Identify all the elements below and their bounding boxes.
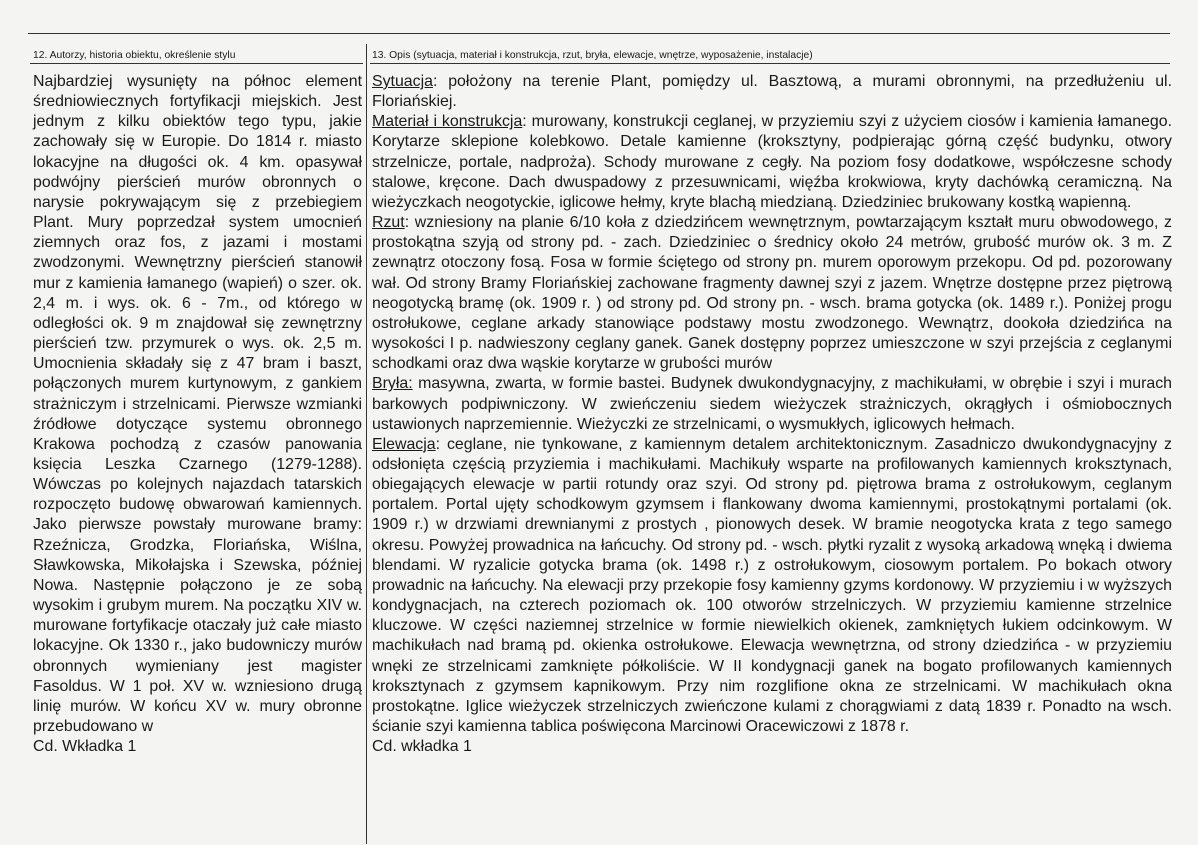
history-continuation: Cd. Wkładka 1 xyxy=(33,738,137,756)
section-material xyxy=(372,112,1172,213)
history-column xyxy=(33,72,362,757)
column-divider xyxy=(366,44,367,844)
section-situation xyxy=(372,72,1172,112)
section-plan xyxy=(372,213,1172,374)
section-label: Bryła: xyxy=(372,375,413,393)
header-rule-left xyxy=(30,63,363,64)
description-column xyxy=(372,72,1172,757)
section-text: : wzniesiony na planie 6/10 koła z dziedzińcem wewnętrznym, powtarzającym kształt muru obwodowego, z prostokątna szyją od strony pd. - zach. Dziedziniec o średnicy około 24 metrów, grubość murów ok. 3 m. Z zewnątrz otoczony fosą. Fosa w formie ściętego od strony pn. murem oporowym przekopu. Od pd. pozorowany wał. Od strony Bramy Floriańskiej zachowane fragmenty dawnej szyi z jazem. Wnętrze dostępne przez piętrową neogotycką bramę (ok. 1909 r. ) od strony pd. Od strony pn. - wsch. brama gotycka (ok. 1489 r.). Poniżej progu ostrołukowe, ceglane arkady stanowiące podstawy mostu zwodzonego. Wewnątrz, dookoła dziedzińca na wysokości I p. nadwieszony ceglany ganek. Ganek dostępny poprzez umieszczone w szyi przejścia z ceglanymi schodkami oraz dwa wąskie korytarze w grubości murów xyxy=(372,214,1172,373)
history-text: Najbardziej wysunięty na północ element średniowiecznych fortyfikacji miejskich. Jest jednym z kilku obiektów tego typu, jakie zachowały się w Europie. Do 1814 r. miasto lokacyjne na długości ok. 4 km. opasywał podwójny pierścień murów obronnych o narysie pokrywającym się z przebiegiem Plant. Mury poprzedzał system umocnień ziemnych oraz fos, z jazami i mostami zwodzonymi. Wewnętrzny pierścień stanowił mur z kamienia łamanego (wapień) o szer. ok. 2,4 m. i wys. ok. 6 - 7m., od którego w odległości ok. 9 m znajdował się zewnętrzny pierścień tzw. przymurek o wys. ok. 2,5 m. Umocnienia składały się z 47 bram i baszt, połączonych murem kurtynowym, z gankiem strażniczym i strzelnicami. Pierwsze wzmianki źródłowe dotyczące systemu obronnego Krakowa pochodzą z czasów panowania księcia Leszka Czarnego (1279-1288). Wówczas po kolejnych najazdach tatarskich rozpoczęto budowę obwarowań kamiennych. Jako pierwsze powstały murowane bramy: Rzeźnicza, Grodzka, Floriańska, Wiślna, Sławkowska, Mikołajska i Szewska, później Nowa. Następnie połączono je ze sobą wysokim i grubym murem. Na początku XIV w. murowane fortyfikacje otaczały już całe miasto lokacyjne. Ok 1330 r., jako budowniczy murów obronnych wymieniany jest magister Fasoldus. W 1 poł. XV w. wzniesiono drugą linię murów. W końcu XV w. mury obronne przebudowano w xyxy=(33,73,362,735)
section-massing xyxy=(372,374,1172,434)
section-text: masywna, zwarta, w formie bastei. Budynek dwukondygnacyjny, z machikułami, w obrębie i szyi i murach barkowych podpiwniczony. W zwieńczeniu siedem wieżyczek strażniczych, okrągłych i ośmiobocznych ustawionych naprzemiennie. Wieżyczki ze strzelnicami, o wysmukłych, iglicowych hełmach. xyxy=(372,375,1172,433)
section-label: Rzut xyxy=(372,214,405,232)
section-text: : murowany, konstrukcji ceglanej, w przyziemiu szyi z użyciem ciosów i kamienia łamanego. Korytarze sklepione kolebkowo. Detale kamienne (kroksztyny, podpierając górną część budynku, otwory strzelnicze, portale, nadproża). Schody murowane z cegły. Na poziom fosy dodatkowe, współczesne schody stalowe, kręcone. Dach dwuspadowy z przesuwnicami, więźba krokwiowa, kryty dachówką ceramiczną. Na wieżyczkach neogotyckie, iglicowe hełmy, kryte blachą miedzianą. Dziedziniec brukowany kostką wapienną. xyxy=(372,113,1172,211)
top-border-line xyxy=(28,33,1170,34)
header-authors-history: 12. Autorzy, historia obiektu, określenie stylu xyxy=(33,50,236,61)
description-continuation: Cd. wkładka 1 xyxy=(372,738,472,756)
header-description: 13. Opis (sytuacja, materiał i konstrukcja, rzut, bryła, elewacje, wnętrze, wyposażenie, instalacje) xyxy=(372,50,813,61)
section-elevation xyxy=(372,435,1172,737)
section-label: Sytuacja xyxy=(372,73,433,90)
section-text: : położony na terenie Plant, pomiędzy ul. Basztową, a murami obronnymi, na przedłużeniu ul. Floriańskiej. xyxy=(372,73,1172,111)
header-rule-right xyxy=(370,63,1170,64)
section-label: Materiał i konstrukcja xyxy=(372,113,523,131)
section-label: Elewacja xyxy=(372,435,436,453)
section-text: : ceglane, nie tynkowane, z kamiennym detalem architektonicznym. Zasadniczo dwukondygnacyjny z odsłonięta częścią przyziemia i machikułami. Machikuły wsparte na profilowanych kamiennych kroksztynach, obiegających elewacje w partii rotundy oraz szyi. Od strony pd. piętrowa brama z ostrołukowym, ceglanym portalem. Portal ujęty schodkowym gzymsem i flankowany dwoma kamiennymi, prostokątnymi portalami (ok. 1909 r.) w drzwiami drewnianymi z prostych , pionowych desek. W bramie neogotycka krata z tego samego okresu. Powyżej prowadnica na łańcuchy. Od strony pd. - wsch. płytki ryzalit z wysoką arkadową wnęką i dwiema blendami. W ryzalicie gotycka brama (ok. 1498 r.) z ostrołukowym, ciosowym portalem. Po bokach otwory prowadnic na łańcuchy. Na elewacji przy przekopie fosy kamienny gzyms kordonowy. W przyziemiu i w wyższych kondygnacjach, na czterech poziomach ok. 100 otworów strzelniczych. W przyziemiu kamienne strzelnice kluczowe. W części naziemnej strzelnice w formie niewielkich okienek, zamkniętych łukiem odcinkowym. W machikułach nad bramą pd. okienka ostrołukowe. Elewacja wewnętrzna, od strony dziedzińca - w przyziemiu wnęki ze strzelnicami zamknięte półkoliście. W II kondygnacji ganek na bogato profilowanych kamiennych kroksztynach z gzymsem kapnikowym. Przy nim rozglifione okna ze strzelnicami. W machikułach okna prostokątne. Iglice wieżyczek strzelniczych zwieńczone kulami z chorągwiami z datą 1839 r. Ponadto na wsch. ścianie szyi kamienna tablica poświęcona Marcinowi Oracewiczowi z 1878 r. xyxy=(372,435,1172,735)
